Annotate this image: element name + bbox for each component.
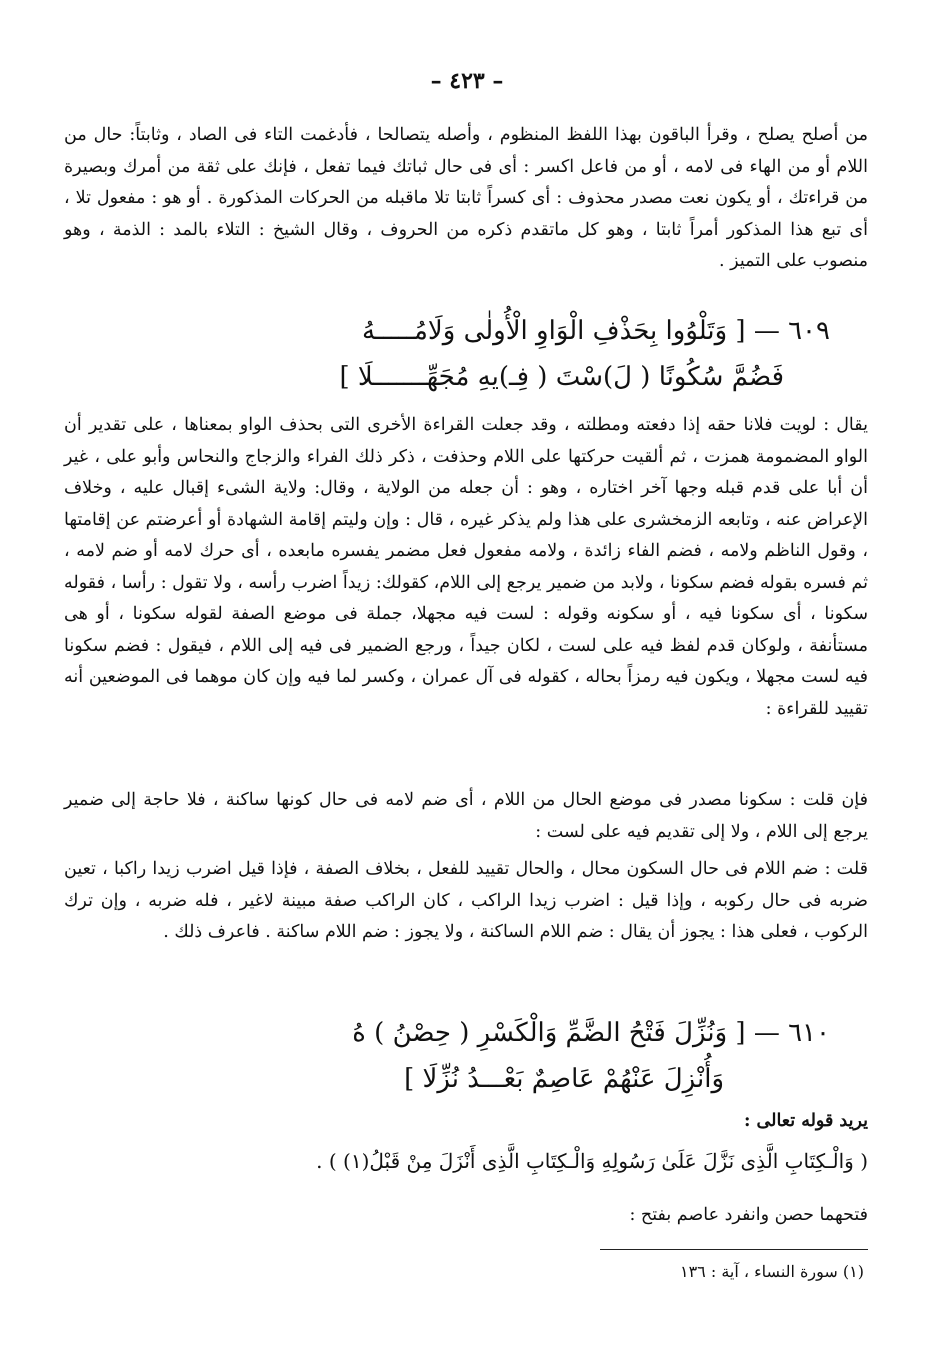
paragraph-answer: قلت : ضم اللام فى حال السكون محال ، والحال تقييد للفعل ، بخلاف الصفة ، فإذا قيل اضرب زيدا راكبا ، تعين ضربه فى حال ركوبه ، وإذا قيل : اضرب زيدا الراكب ، كان الراكب صفة مبينة لاغير ، فله ضربه ، وإن ترك الركوب ، فعلى هذا : يجوز أن يقال : ضم اللام الساكنة ، ولا يجوز : ضم اللام ساكنة . فاعرف ذلك . <box>64 859 868 942</box>
quranic-quote: ( وَالْـكِتَابِ الَّذِى نَزَّلَ عَلَىٰ رَسُولِهِ وَالْـكِتَابِ الَّذِى أَنْزَلَ مِنْ قَبْلُ(١) ) . <box>316 1149 868 1173</box>
paragraph-question: فإن قلت : سكونا مصدر فى موضع الحال من اللام ، أى ضم لامه فى حال كونها ساكنة ، فلا حاجة إلى ضمير يرجع إلى اللام ، ولا إلى تقديم فيه على لست : <box>64 790 868 842</box>
paragraph-commentary-1: من أصلح يصلح ، وقرأ الباقون بهذا اللفظ المنظوم ، وأصله يتصالحا ، فأدغمت التاء فى الصاد ، وثابتاً: حال من اللام أو من الهاء فى لامه ، أو من فاعل اكسر : أى فى حال ثباتك فيما تفعل ، فإنك على ثقة من أمرك وبصيرة من قراءتك ، أو يكون نعت مصدر محذوف : أى كسراً ثابتا تلا ماقبله من الحركات المذكورة . أو هو : مفعول تلا ، أى تبع هذا المذكور أمراً ثابتا ، وهو كل ماتقدم ذكره من الحروف ، وقال الشيخ : التلاء بالمد : الذمة ، وهو منصوب على التميز . <box>64 125 868 271</box>
paragraph-intro-quote: يريد قوله تعالى : <box>743 1111 868 1131</box>
page-number: – ٤٢٣ – <box>430 68 504 94</box>
verse-609-line-1: ٦٠٩ — [ وَتَلْوُوا بِحَذْفِ الْوَاوِ الْأُولٰى وَلَامُـــــهُ <box>361 316 830 346</box>
verse-609-line-2: فَضُمَّ سُكُونًا ( لَ)سْتَ ( فِـ)يهِ مُجَهِّـــــــلَا ] <box>339 362 784 392</box>
footnote-divider <box>600 1249 868 1250</box>
paragraph-commentary-2: يقال : لويت فلانا حقه إذا دفعته ومطلته ، وقد جعلت القراءة الأخرى التى بحذف الواو بمعناها ، على تقدير أن الواو المضمومة همزت ، ثم ألقيت حركتها على اللام وحذفت ، ذكر ذلك الفراء والزجاج والنحاس وأبو على ، غير أن أبا على قدم قبله وجها آخر اختاره ، وهو : أن جعله من الولاية ، وقال: ولاية الشىء إقبال عليه ، وخلاف الإعراض عنه ، وتابعه الزمخشرى على هذا ولم يذكر غيره ، قال : وإن وليتم إقامة الشهادة أو أعرضتم عن إقامتها ، وقول الناظم ولامه ، فضم الفاء زائدة ، ولامه مفعول فعل مضمر يفسره مابعده ، أى حرك لامه أو ضم لامه ، ثم فسره بقوله فضم سكونا ، ولابد من ضمير يرجع إلى اللام، كقولك: زيداً اضرب رأسه ، ولا تقول : رأسا ، فقوله سكونا ، أى سكونا فيه ، أو سكونه وقوله : لست فيه مجهلا، جملة فى موضع الصفة لقوله سكونا ، أو هى مستأنفة ، ولوكان قدم لفظ فيه على لست ، لكان جيداً ، ورجع الضمير فى فيه إلى اللام ، فيقول : فضم سكونا فيه لست مجهلا ، ويكون فيه رمزاً بحاله ، كقوله فى آل عمران ، وكسر لما فيه وإن كان موهما فى الموضعين أنه تقييد للقراءة : <box>64 415 868 719</box>
paragraph-reading-note: فتحهما حصن وانفرد عاصم بفتح : <box>629 1205 868 1225</box>
verse-610-line-1: ٦١٠ — [ وَنُزِّلَ فَتْحُ الضَّمِّ وَالْكَسْرِ ( حِصْنُ ) هُ <box>352 1018 830 1048</box>
verse-610-line-2: وَأُنْزِلَ عَنْهُمْ عَاصِمٌ بَعْـــدُ نُزِّلَا ] <box>404 1064 724 1094</box>
footnote: (١) سورة النساء ، آية : ١٣٦ <box>679 1262 864 1281</box>
